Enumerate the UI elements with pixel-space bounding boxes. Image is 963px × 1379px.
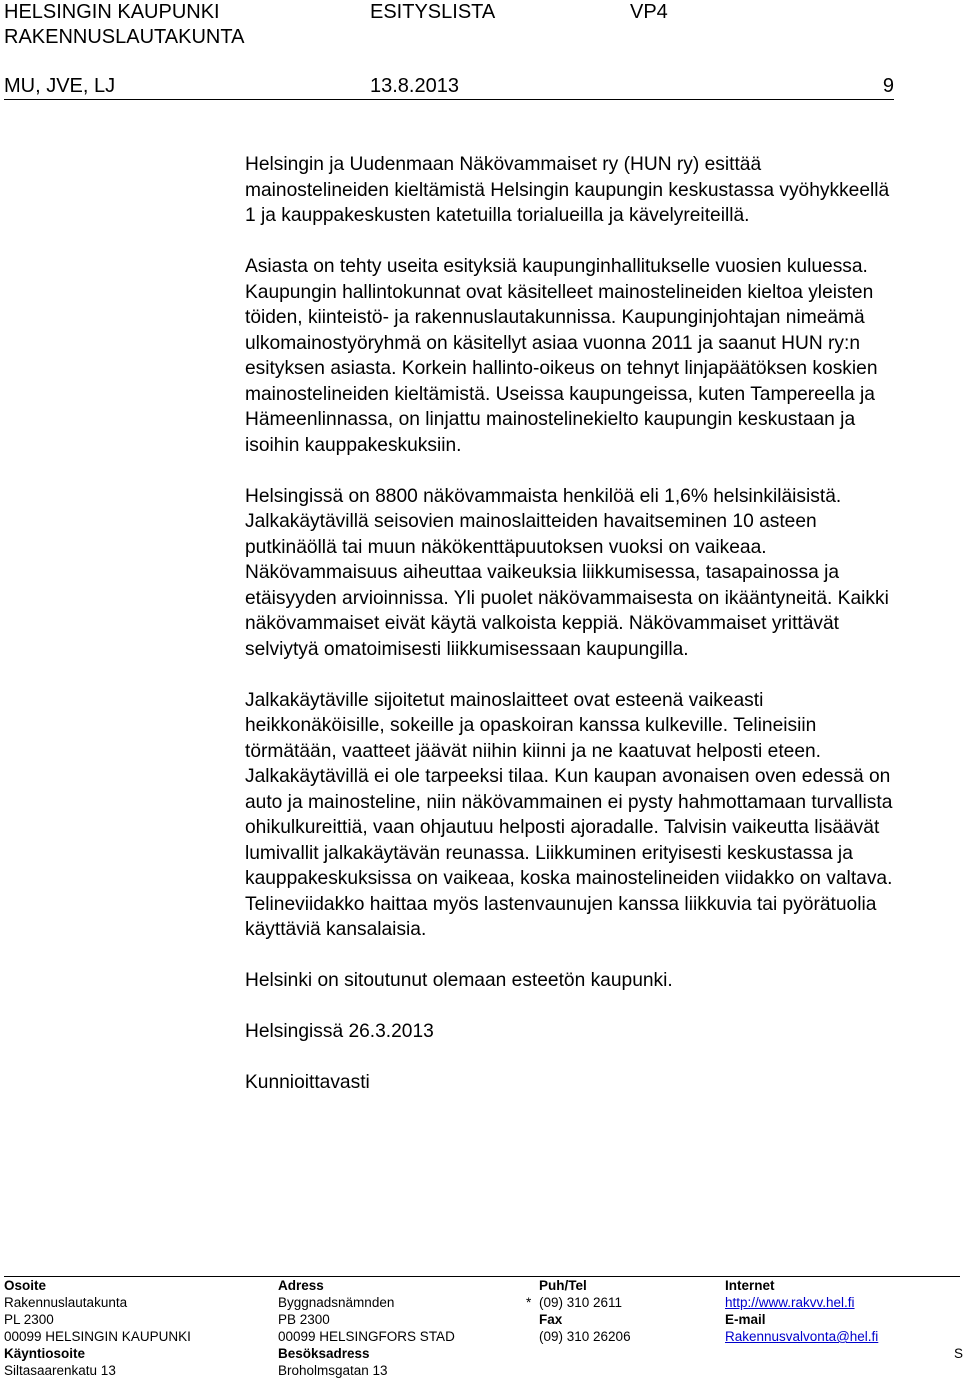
signature-place-date: Helsingissä 26.3.2013	[245, 1021, 434, 1042]
paragraph: Jalkakäytäville sijoitetut mainoslaitteet ovat esteenä vaikeasti heikkonäköisille, sokeille ja opaskoiran kanssa kulkeville. Telineisiin törmätään, vaatteet jäävät niihin kiinni ja ne kaatuvat helposti eteen. Jalkakäytävillä ei ole tarpeeksi tilaa. Kun kaupan avonaisen oven edessä on auto ja mainosteline, niin näkövammainen ei pysty hahmottamaan turvallista ohikulkureittiä, vaan ohjautuu helposti ajoradalle. Talvisin vaikeutta lisäävät lumivallit jalkakäytävän reunassa. Liikkuminen erityisesti keskustassa ja kauppakeskuksissa on vaikeaa, koska mainostelineiden viidakko on valtava. Telineviidakko haittaa myös lastenvaunujen kanssa liikkuvia tai pyörätuolia käyttäviä kansalaisia.	[245, 689, 893, 940]
header-page-number: 9	[882, 75, 894, 97]
header-doc-type: ESITYSLISTA	[370, 1, 496, 23]
footer-heading: Fax	[539, 1312, 563, 1327]
footer-heading: Internet	[725, 1278, 775, 1293]
header-date: 13.8.2013	[370, 75, 459, 97]
email-link[interactable]: Rakennusvalvonta@hel.fi	[725, 1329, 879, 1344]
footer-fax-number: (09) 310 26206	[539, 1329, 631, 1344]
footer-marker: *	[526, 1295, 532, 1310]
header-department: RAKENNUSLAUTAKUNTA	[4, 26, 245, 48]
paragraph: Asiasta on tehty useita esityksiä kaupunginhallitukselle vuosien kuluessa. Kaupungin hallintokunnat ovat käsitelleet mainostelineiden kieltoa yleisten töiden, kiinteistö- ja rakennuslautakunnissa. Kaupunginjohtajan nimeämä ulkomainostyöryhmä on käsitellyt asiaa vuonna 2011 ja saanut HUN ry:n esityksen asiasta. Korkein hallinto-oikeus on tehnyt linjapäätöksen koskien mainostelineiden kieltämistä. Useissa kaupungeissa, kuten Tampereella ja Hämeenlinnassa, on linjattu mainostelinekielto kaupungin keskustaan ja isoihin kauppakeskuksiin.	[245, 256, 878, 456]
footer-heading: Besöksadress	[278, 1346, 370, 1361]
paragraph: Helsingin ja Uudenmaan Näkövammaiset ry (HUN ry) esittää mainostelineiden kieltämistä Helsingin kaupungin keskustassa vyöhykkeellä 1 ja kauppakeskusten katetuilla torialueilla ja kävelyreiteillä.	[245, 154, 890, 226]
footer-heading: Puh/Tel	[539, 1278, 587, 1293]
footer-text: Byggnadsnämnden	[278, 1295, 395, 1310]
header-organization: HELSINGIN KAUPUNKI	[4, 1, 220, 23]
footer-heading: Adress	[278, 1278, 324, 1293]
footer-phone-number: (09) 310 2611	[539, 1295, 623, 1310]
header-code: VP4	[630, 1, 668, 23]
footer-phone	[539, 1277, 631, 1345]
document-body	[245, 152, 895, 1121]
footer-address-sv	[278, 1277, 455, 1379]
footer	[4, 1276, 963, 1378]
footer-internet	[725, 1277, 878, 1345]
footer-heading: E-mail	[725, 1312, 766, 1327]
footer-heading: Käyntiosoite	[4, 1346, 86, 1361]
footer-text: PB 2300	[278, 1312, 330, 1327]
footer-text: 00099 HELSINGIN KAUPUNKI	[4, 1329, 191, 1344]
footer-address-fi	[4, 1277, 191, 1379]
footer-text: Rakennuslautakunta	[4, 1295, 128, 1310]
paragraph: Helsinki on sitoutunut olemaan esteetön kaupunki.	[245, 970, 673, 991]
paragraph: Helsingissä on 8800 näkövammaista henkilöä eli 1,6% helsinkiläisistä. Jalkakäytävillä seisovien mainoslaitteiden havaitseminen 10 asteen putkinäöllä tai muun näkökenttäpuutoksen vuoksi on vaikeaa. Näkövammaisuus aiheuttaa vaikeuksia liikkumisessa, tasapainossa ja etäisyyden arvioinnissa. Yli puolet näkövammaisesta on ikääntyneitä. Kaikki näkövammaiset eivät käytä valkoista keppiä. Näkövammaiset yrittävät selviytyä omatoimisesti liikkumisessaan kaupungilla.	[245, 485, 889, 660]
footer-text: Siltasaarenkatu 13	[4, 1363, 116, 1378]
footer-text: Broholmsgatan 13	[278, 1363, 388, 1378]
header-initials: MU, JVE, LJ	[4, 75, 116, 97]
website-link[interactable]: http://www.rakvv.hel.fi	[725, 1295, 855, 1310]
footer-text: PL 2300	[4, 1312, 54, 1327]
footer-text: 00099 HELSINGFORS STAD	[278, 1329, 455, 1344]
header-meta-row	[4, 74, 894, 100]
closing: Kunnioittavasti	[245, 1072, 370, 1093]
footer-heading: Osoite	[4, 1278, 47, 1293]
footer-edge-char: S	[954, 1346, 963, 1361]
